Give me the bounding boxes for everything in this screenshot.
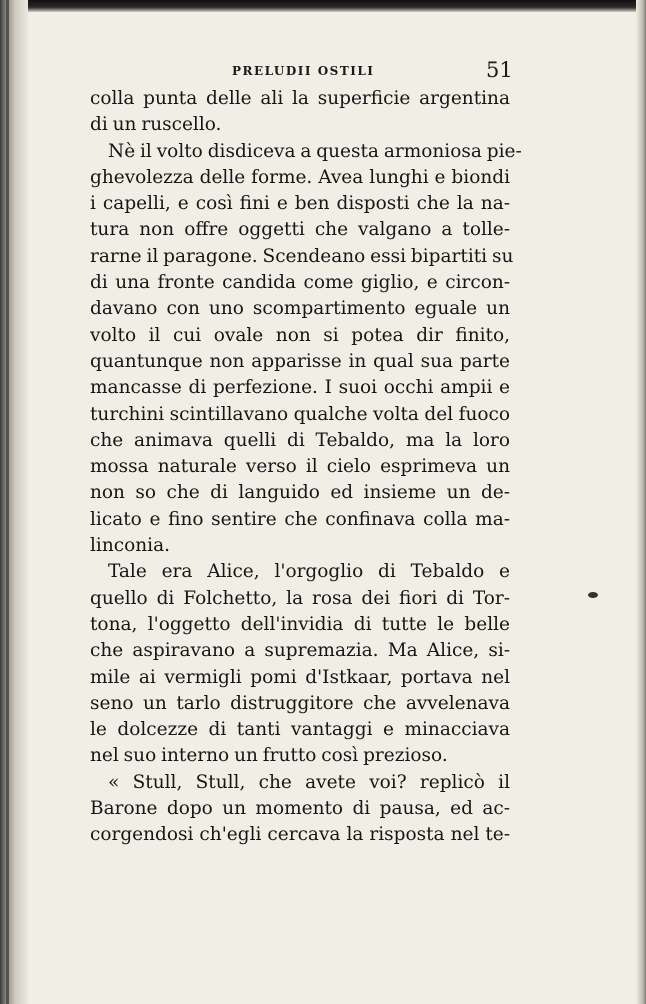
text-line: quello di Folchetto, la rosa dei fiori di Tor- — [90, 587, 510, 609]
ink-speck — [588, 592, 598, 598]
body-text — [90, 86, 522, 849]
text-line: seno un tarlo distruggitore che avvelenava — [90, 692, 510, 714]
text-line: colla punta delle ali la superficie argentina — [90, 88, 510, 109]
text-line: Barone dopo un momento di pausa, ed ac- — [90, 798, 510, 820]
text-line: ghevolezza delle forme. Avea lunghi e biondi — [90, 166, 510, 188]
text-line: turchini scintillavano qualche volta del fuoco — [90, 403, 510, 425]
page-number: 51 — [486, 58, 513, 82]
text-line: mancasse di perfezione. I suoi occhi ampii e — [90, 377, 510, 399]
text-line: non so che di languido ed insieme un de- — [90, 482, 510, 504]
book-spine-edge — [0, 0, 28, 1004]
text-line: Nè il volto disdiceva a questa armoniosa pie- — [108, 140, 522, 162]
text-line: di una fronte candida come giglio, e circon- — [90, 272, 510, 294]
text-line: « Stull, Stull, che avete voi? replicò il — [108, 771, 510, 793]
page-right-edge — [636, 0, 646, 1004]
text-line: linconia. — [90, 535, 170, 557]
text-line: di un ruscello. — [90, 114, 222, 136]
text-line: tura non offre oggetti che valgano a tolle- — [90, 219, 510, 241]
page-top-edge — [0, 0, 646, 12]
text-line: davano con uno scompartimento eguale un — [90, 298, 510, 320]
text-line: che aspiravano a supremazia. Ma Alice, si- — [90, 640, 510, 662]
text-line: mossa naturale verso il cielo esprimeva un — [90, 456, 510, 478]
text-line: mile ai vermigli pomi d'Istkaar, portava nel — [90, 666, 510, 688]
text-line: Tale era Alice, l'orgoglio di Tebaldo e — [108, 561, 510, 583]
text-line: le dolcezze di tanti vantaggi e minacciava — [90, 719, 510, 741]
text-line: i capelli, e così fini e ben disposti che la na- — [90, 193, 510, 215]
text-line: volto il cui ovale non si potea dir finito, — [90, 324, 510, 346]
text-line: nel suo interno un frutto così prezioso. — [90, 745, 448, 767]
running-head: PRELUDII OSTILI — [232, 64, 375, 78]
text-line: corgendosi ch'egli cercava la risposta nel te- — [90, 824, 510, 846]
text-line: quantunque non apparisse in qual sua parte — [90, 350, 510, 372]
text-line: licato e fino sentire che confinava colla ma- — [90, 508, 510, 530]
page-header — [90, 58, 513, 86]
text-line: rarne il paragone. Scendeano essi bipartiti su — [90, 245, 514, 267]
text-line: che animava quelli di Tebaldo, ma la loro — [90, 429, 510, 451]
text-line: tona, l'oggetto dell'invidia di tutte le belle — [90, 613, 510, 635]
